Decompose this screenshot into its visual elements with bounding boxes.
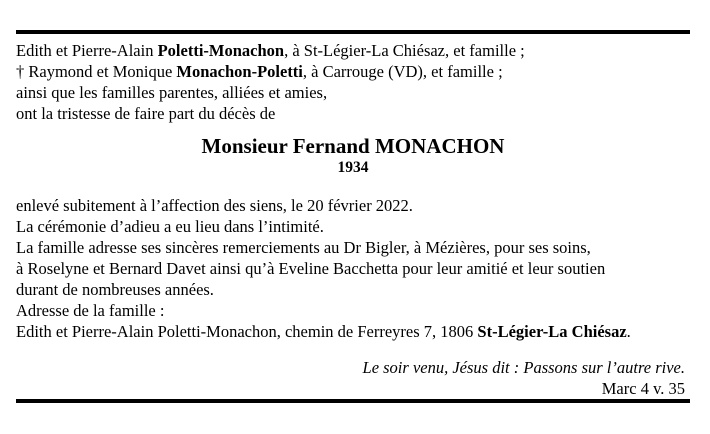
text-segment: . <box>626 322 631 341</box>
text-segment: ont la tristesse de faire part du décès de <box>16 104 276 123</box>
text-segment: Edith et Pierre-Alain Poletti-Monachon, chemin de Ferreyres 7, 1806 <box>16 322 478 341</box>
text-line <box>16 195 690 216</box>
notice-content <box>16 30 690 403</box>
text-segment: , à St-Légier-La Chiésaz, et famille ; <box>284 41 525 60</box>
text-line <box>16 40 690 61</box>
text-segment: La cérémonie d’adieu a eu lieu dans l’intimité. <box>16 217 324 236</box>
bottom-divider <box>16 399 690 403</box>
text-segment: ainsi que les familles parentes, alliées et amies, <box>16 83 328 102</box>
emphasized-name-text: St-Légier-La Chiésaz <box>477 322 627 341</box>
text-segment: Adresse de la famille : <box>16 301 165 320</box>
text-segment: à Roselyne et Bernard Davet ainsi qu’à Eveline Bacchetta pour leur amitié et leur soutien <box>16 259 606 278</box>
text-segment: Edith et Pierre-Alain <box>16 41 158 60</box>
text-line <box>16 237 690 258</box>
emphasized-name-text: Poletti-Monachon <box>157 41 285 60</box>
text-line <box>16 321 690 342</box>
text-line <box>16 61 690 82</box>
text-segment: , à Carrouge (VD), et famille ; <box>302 62 503 81</box>
family-intro-paragraph <box>16 40 690 124</box>
scripture-reference: Marc 4 v. 35 <box>601 379 685 398</box>
text-segment: † Raymond et Monique <box>16 62 177 81</box>
text-line <box>16 216 690 237</box>
top-divider <box>16 30 690 34</box>
birth-year: 1934 <box>337 159 369 176</box>
text-segment: durant de nombreuses années. <box>16 280 214 299</box>
deceased-name-title: Monsieur Fernand MONACHON <box>201 134 505 158</box>
text-line <box>16 258 690 279</box>
text-segment: La famille adresse ses sincères remerciements au Dr Bigler, à Mézières, pour ses soins, <box>16 238 591 257</box>
text-line <box>16 103 690 124</box>
announcement-body-paragraph <box>16 195 690 342</box>
text-line <box>16 300 690 321</box>
text-segment: enlevé subitement à l’affection des siens, le 20 février 2022. <box>16 196 413 215</box>
scripture-quote: Le soir venu, Jésus dit : Passons sur l’autre rive. <box>362 358 685 377</box>
text-line <box>16 279 690 300</box>
text-line <box>16 82 690 103</box>
emphasized-name-text: Monachon-Poletti <box>176 62 303 81</box>
